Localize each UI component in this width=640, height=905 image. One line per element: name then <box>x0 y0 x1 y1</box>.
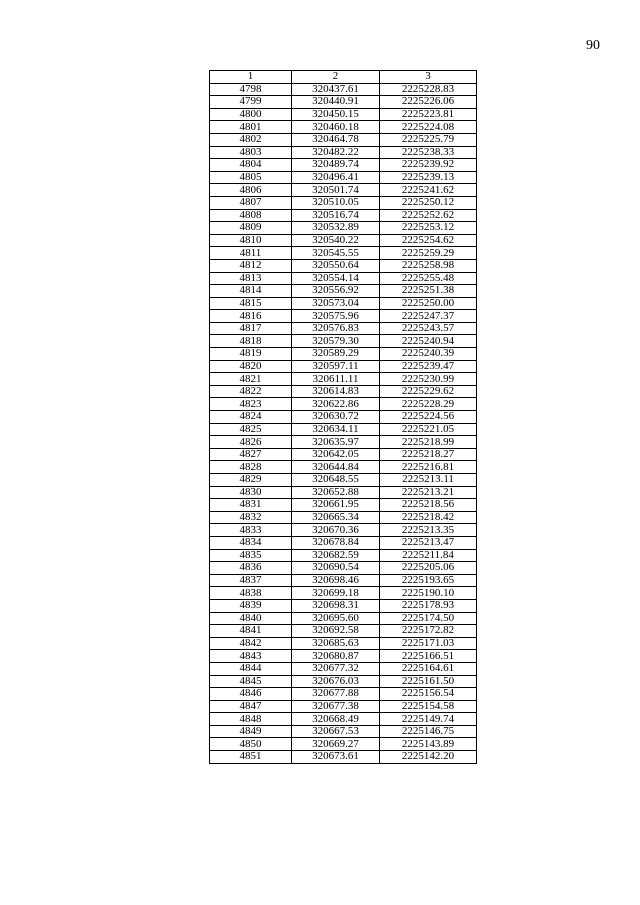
point-number-cell: 4825 <box>210 423 292 436</box>
x-coordinate-cell: 320669.27 <box>292 738 380 751</box>
table-row <box>210 285 477 298</box>
table-row <box>210 587 477 600</box>
x-coordinate-cell: 320437.61 <box>292 83 380 96</box>
table-row <box>210 486 477 499</box>
x-coordinate-cell: 320634.11 <box>292 423 380 436</box>
x-coordinate-cell: 320575.96 <box>292 310 380 323</box>
x-coordinate-cell: 320510.05 <box>292 196 380 209</box>
point-number-cell: 4832 <box>210 511 292 524</box>
point-number-cell: 4817 <box>210 322 292 335</box>
point-number-cell: 4818 <box>210 335 292 348</box>
x-coordinate-cell: 320489.74 <box>292 159 380 172</box>
table-row <box>210 373 477 386</box>
point-number-cell: 4808 <box>210 209 292 222</box>
table-row <box>210 196 477 209</box>
x-coordinate-cell: 320589.29 <box>292 348 380 361</box>
table-header <box>210 71 477 84</box>
table-row <box>210 562 477 575</box>
table-row <box>210 209 477 222</box>
point-number-cell: 4809 <box>210 222 292 235</box>
table-row <box>210 159 477 172</box>
point-number-cell: 4841 <box>210 625 292 638</box>
table-row <box>210 738 477 751</box>
point-number-cell: 4802 <box>210 133 292 146</box>
x-coordinate-cell: 320464.78 <box>292 133 380 146</box>
table-row <box>210 536 477 549</box>
x-coordinate-cell: 320677.32 <box>292 662 380 675</box>
y-coordinate-cell: 2225229.62 <box>380 385 477 398</box>
table-row <box>210 259 477 272</box>
point-number-cell: 4820 <box>210 360 292 373</box>
point-number-cell: 4826 <box>210 436 292 449</box>
x-coordinate-cell: 320661.95 <box>292 499 380 512</box>
column-header-1: 1 <box>210 71 292 84</box>
x-coordinate-cell: 320690.54 <box>292 562 380 575</box>
y-coordinate-cell: 2225247.37 <box>380 310 477 323</box>
y-coordinate-cell: 2225166.51 <box>380 650 477 663</box>
x-coordinate-cell: 320597.11 <box>292 360 380 373</box>
point-number-cell: 4831 <box>210 499 292 512</box>
y-coordinate-cell: 2225230.99 <box>380 373 477 386</box>
y-coordinate-cell: 2225149.74 <box>380 713 477 726</box>
table-row <box>210 700 477 713</box>
y-coordinate-cell: 2225251.38 <box>380 285 477 298</box>
y-coordinate-cell: 2225161.50 <box>380 675 477 688</box>
x-coordinate-cell: 320665.34 <box>292 511 380 524</box>
y-coordinate-cell: 2225226.06 <box>380 96 477 109</box>
point-number-cell: 4834 <box>210 536 292 549</box>
table-row <box>210 146 477 159</box>
y-coordinate-cell: 2225172.82 <box>380 625 477 638</box>
y-coordinate-cell: 2225252.62 <box>380 209 477 222</box>
y-coordinate-cell: 2225240.94 <box>380 335 477 348</box>
x-coordinate-cell: 320678.84 <box>292 536 380 549</box>
y-coordinate-cell: 2225218.99 <box>380 436 477 449</box>
y-coordinate-cell: 2225250.12 <box>380 196 477 209</box>
x-coordinate-cell: 320482.22 <box>292 146 380 159</box>
point-number-cell: 4848 <box>210 713 292 726</box>
y-coordinate-cell: 2225241.62 <box>380 184 477 197</box>
point-number-cell: 4851 <box>210 751 292 764</box>
table-row <box>210 461 477 474</box>
y-coordinate-cell: 2225253.12 <box>380 222 477 235</box>
y-coordinate-cell: 2225228.29 <box>380 398 477 411</box>
point-number-cell: 4800 <box>210 108 292 121</box>
table-row <box>210 725 477 738</box>
x-coordinate-cell: 320622.86 <box>292 398 380 411</box>
y-coordinate-cell: 2225213.35 <box>380 524 477 537</box>
x-coordinate-cell: 320692.58 <box>292 625 380 638</box>
x-coordinate-cell: 320685.63 <box>292 637 380 650</box>
y-coordinate-cell: 2225205.06 <box>380 562 477 575</box>
y-coordinate-cell: 2225193.65 <box>380 574 477 587</box>
coordinates-table <box>209 70 477 764</box>
x-coordinate-cell: 320699.18 <box>292 587 380 600</box>
point-number-cell: 4837 <box>210 574 292 587</box>
y-coordinate-cell: 2225171.03 <box>380 637 477 650</box>
table-row <box>210 662 477 675</box>
y-coordinate-cell: 2225221.05 <box>380 423 477 436</box>
table-row <box>210 499 477 512</box>
x-coordinate-cell: 320516.74 <box>292 209 380 222</box>
point-number-cell: 4842 <box>210 637 292 650</box>
y-coordinate-cell: 2225143.89 <box>380 738 477 751</box>
x-coordinate-cell: 320695.60 <box>292 612 380 625</box>
y-coordinate-cell: 2225213.21 <box>380 486 477 499</box>
point-number-cell: 4814 <box>210 285 292 298</box>
point-number-cell: 4846 <box>210 688 292 701</box>
x-coordinate-cell: 320579.30 <box>292 335 380 348</box>
y-coordinate-cell: 2225156.54 <box>380 688 477 701</box>
table-row <box>210 599 477 612</box>
table-row <box>210 688 477 701</box>
y-coordinate-cell: 2225258.98 <box>380 259 477 272</box>
table-row <box>210 83 477 96</box>
x-coordinate-cell: 320676.03 <box>292 675 380 688</box>
table-row <box>210 549 477 562</box>
y-coordinate-cell: 2225224.08 <box>380 121 477 134</box>
point-number-cell: 4828 <box>210 461 292 474</box>
y-coordinate-cell: 2225239.47 <box>380 360 477 373</box>
table-row <box>210 133 477 146</box>
point-number-cell: 4799 <box>210 96 292 109</box>
y-coordinate-cell: 2225142.20 <box>380 751 477 764</box>
page-number: 90 <box>586 38 600 53</box>
x-coordinate-cell: 320440.91 <box>292 96 380 109</box>
point-number-cell: 4843 <box>210 650 292 663</box>
y-coordinate-cell: 2225178.93 <box>380 599 477 612</box>
x-coordinate-cell: 320648.55 <box>292 474 380 487</box>
table-row <box>210 360 477 373</box>
y-coordinate-cell: 2225243.57 <box>380 322 477 335</box>
point-number-cell: 4815 <box>210 297 292 310</box>
y-coordinate-cell: 2225218.27 <box>380 448 477 461</box>
x-coordinate-cell: 320460.18 <box>292 121 380 134</box>
x-coordinate-cell: 320698.31 <box>292 599 380 612</box>
y-coordinate-cell: 2225259.29 <box>380 247 477 260</box>
point-number-cell: 4819 <box>210 348 292 361</box>
point-number-cell: 4807 <box>210 196 292 209</box>
point-number-cell: 4811 <box>210 247 292 260</box>
table-row <box>210 348 477 361</box>
table-body <box>210 83 477 763</box>
y-coordinate-cell: 2225238.33 <box>380 146 477 159</box>
table-row <box>210 751 477 764</box>
x-coordinate-cell: 320554.14 <box>292 272 380 285</box>
y-coordinate-cell: 2225218.42 <box>380 511 477 524</box>
point-number-cell: 4845 <box>210 675 292 688</box>
table-row <box>210 234 477 247</box>
point-number-cell: 4847 <box>210 700 292 713</box>
table-row <box>210 574 477 587</box>
table-row <box>210 322 477 335</box>
table-row <box>210 474 477 487</box>
x-coordinate-cell: 320677.88 <box>292 688 380 701</box>
point-number-cell: 4812 <box>210 259 292 272</box>
x-coordinate-cell: 320652.88 <box>292 486 380 499</box>
x-coordinate-cell: 320698.46 <box>292 574 380 587</box>
y-coordinate-cell: 2225146.75 <box>380 725 477 738</box>
point-number-cell: 4821 <box>210 373 292 386</box>
point-number-cell: 4806 <box>210 184 292 197</box>
x-coordinate-cell: 320611.11 <box>292 373 380 386</box>
table-row <box>210 222 477 235</box>
table-row <box>210 398 477 411</box>
table-row <box>210 310 477 323</box>
y-coordinate-cell: 2225225.79 <box>380 133 477 146</box>
point-number-cell: 4801 <box>210 121 292 134</box>
x-coordinate-cell: 320673.61 <box>292 751 380 764</box>
y-coordinate-cell: 2225211.84 <box>380 549 477 562</box>
y-coordinate-cell: 2225228.83 <box>380 83 477 96</box>
point-number-cell: 4849 <box>210 725 292 738</box>
table-row <box>210 385 477 398</box>
table-row <box>210 272 477 285</box>
table-row <box>210 247 477 260</box>
table-row <box>210 524 477 537</box>
point-number-cell: 4798 <box>210 83 292 96</box>
point-number-cell: 4839 <box>210 599 292 612</box>
table-header-row <box>210 71 477 84</box>
x-coordinate-cell: 320573.04 <box>292 297 380 310</box>
table-row <box>210 297 477 310</box>
point-number-cell: 4803 <box>210 146 292 159</box>
point-number-cell: 4850 <box>210 738 292 751</box>
table-row <box>210 612 477 625</box>
x-coordinate-cell: 320642.05 <box>292 448 380 461</box>
y-coordinate-cell: 2225213.11 <box>380 474 477 487</box>
y-coordinate-cell: 2225240.39 <box>380 348 477 361</box>
x-coordinate-cell: 320682.59 <box>292 549 380 562</box>
table-row <box>210 171 477 184</box>
table-row <box>210 713 477 726</box>
table-row <box>210 423 477 436</box>
y-coordinate-cell: 2225154.58 <box>380 700 477 713</box>
table-row <box>210 184 477 197</box>
table-row <box>210 108 477 121</box>
point-number-cell: 4823 <box>210 398 292 411</box>
x-coordinate-cell: 320501.74 <box>292 184 380 197</box>
point-number-cell: 4836 <box>210 562 292 575</box>
y-coordinate-cell: 2225254.62 <box>380 234 477 247</box>
table-row <box>210 650 477 663</box>
point-number-cell: 4844 <box>210 662 292 675</box>
column-header-3: 3 <box>380 71 477 84</box>
point-number-cell: 4833 <box>210 524 292 537</box>
table-row <box>210 511 477 524</box>
point-number-cell: 4805 <box>210 171 292 184</box>
y-coordinate-cell: 2225218.56 <box>380 499 477 512</box>
x-coordinate-cell: 320680.87 <box>292 650 380 663</box>
table-row <box>210 121 477 134</box>
point-number-cell: 4813 <box>210 272 292 285</box>
table-row <box>210 335 477 348</box>
table-row <box>210 411 477 424</box>
y-coordinate-cell: 2225174.50 <box>380 612 477 625</box>
point-number-cell: 4835 <box>210 549 292 562</box>
y-coordinate-cell: 2225190.10 <box>380 587 477 600</box>
point-number-cell: 4827 <box>210 448 292 461</box>
point-number-cell: 4822 <box>210 385 292 398</box>
point-number-cell: 4840 <box>210 612 292 625</box>
x-coordinate-cell: 320644.84 <box>292 461 380 474</box>
y-coordinate-cell: 2225255.48 <box>380 272 477 285</box>
y-coordinate-cell: 2225239.13 <box>380 171 477 184</box>
table-row <box>210 675 477 688</box>
y-coordinate-cell: 2225239.92 <box>380 159 477 172</box>
y-coordinate-cell: 2225223.81 <box>380 108 477 121</box>
table-row <box>210 96 477 109</box>
x-coordinate-cell: 320556.92 <box>292 285 380 298</box>
x-coordinate-cell: 320540.22 <box>292 234 380 247</box>
x-coordinate-cell: 320550.64 <box>292 259 380 272</box>
x-coordinate-cell: 320614.83 <box>292 385 380 398</box>
x-coordinate-cell: 320545.55 <box>292 247 380 260</box>
x-coordinate-cell: 320532.89 <box>292 222 380 235</box>
x-coordinate-cell: 320635.97 <box>292 436 380 449</box>
x-coordinate-cell: 320496.41 <box>292 171 380 184</box>
x-coordinate-cell: 320630.72 <box>292 411 380 424</box>
point-number-cell: 4830 <box>210 486 292 499</box>
point-number-cell: 4829 <box>210 474 292 487</box>
point-number-cell: 4824 <box>210 411 292 424</box>
y-coordinate-cell: 2225164.61 <box>380 662 477 675</box>
table-row <box>210 448 477 461</box>
y-coordinate-cell: 2225224.56 <box>380 411 477 424</box>
point-number-cell: 4816 <box>210 310 292 323</box>
y-coordinate-cell: 2225216.81 <box>380 461 477 474</box>
x-coordinate-cell: 320667.53 <box>292 725 380 738</box>
point-number-cell: 4810 <box>210 234 292 247</box>
table-row <box>210 637 477 650</box>
table-row <box>210 625 477 638</box>
table-row <box>210 436 477 449</box>
point-number-cell: 4838 <box>210 587 292 600</box>
x-coordinate-cell: 320576.83 <box>292 322 380 335</box>
x-coordinate-cell: 320677.38 <box>292 700 380 713</box>
y-coordinate-cell: 2225250.00 <box>380 297 477 310</box>
x-coordinate-cell: 320670.36 <box>292 524 380 537</box>
x-coordinate-cell: 320450.15 <box>292 108 380 121</box>
point-number-cell: 4804 <box>210 159 292 172</box>
column-header-2: 2 <box>292 71 380 84</box>
y-coordinate-cell: 2225213.47 <box>380 536 477 549</box>
x-coordinate-cell: 320668.49 <box>292 713 380 726</box>
